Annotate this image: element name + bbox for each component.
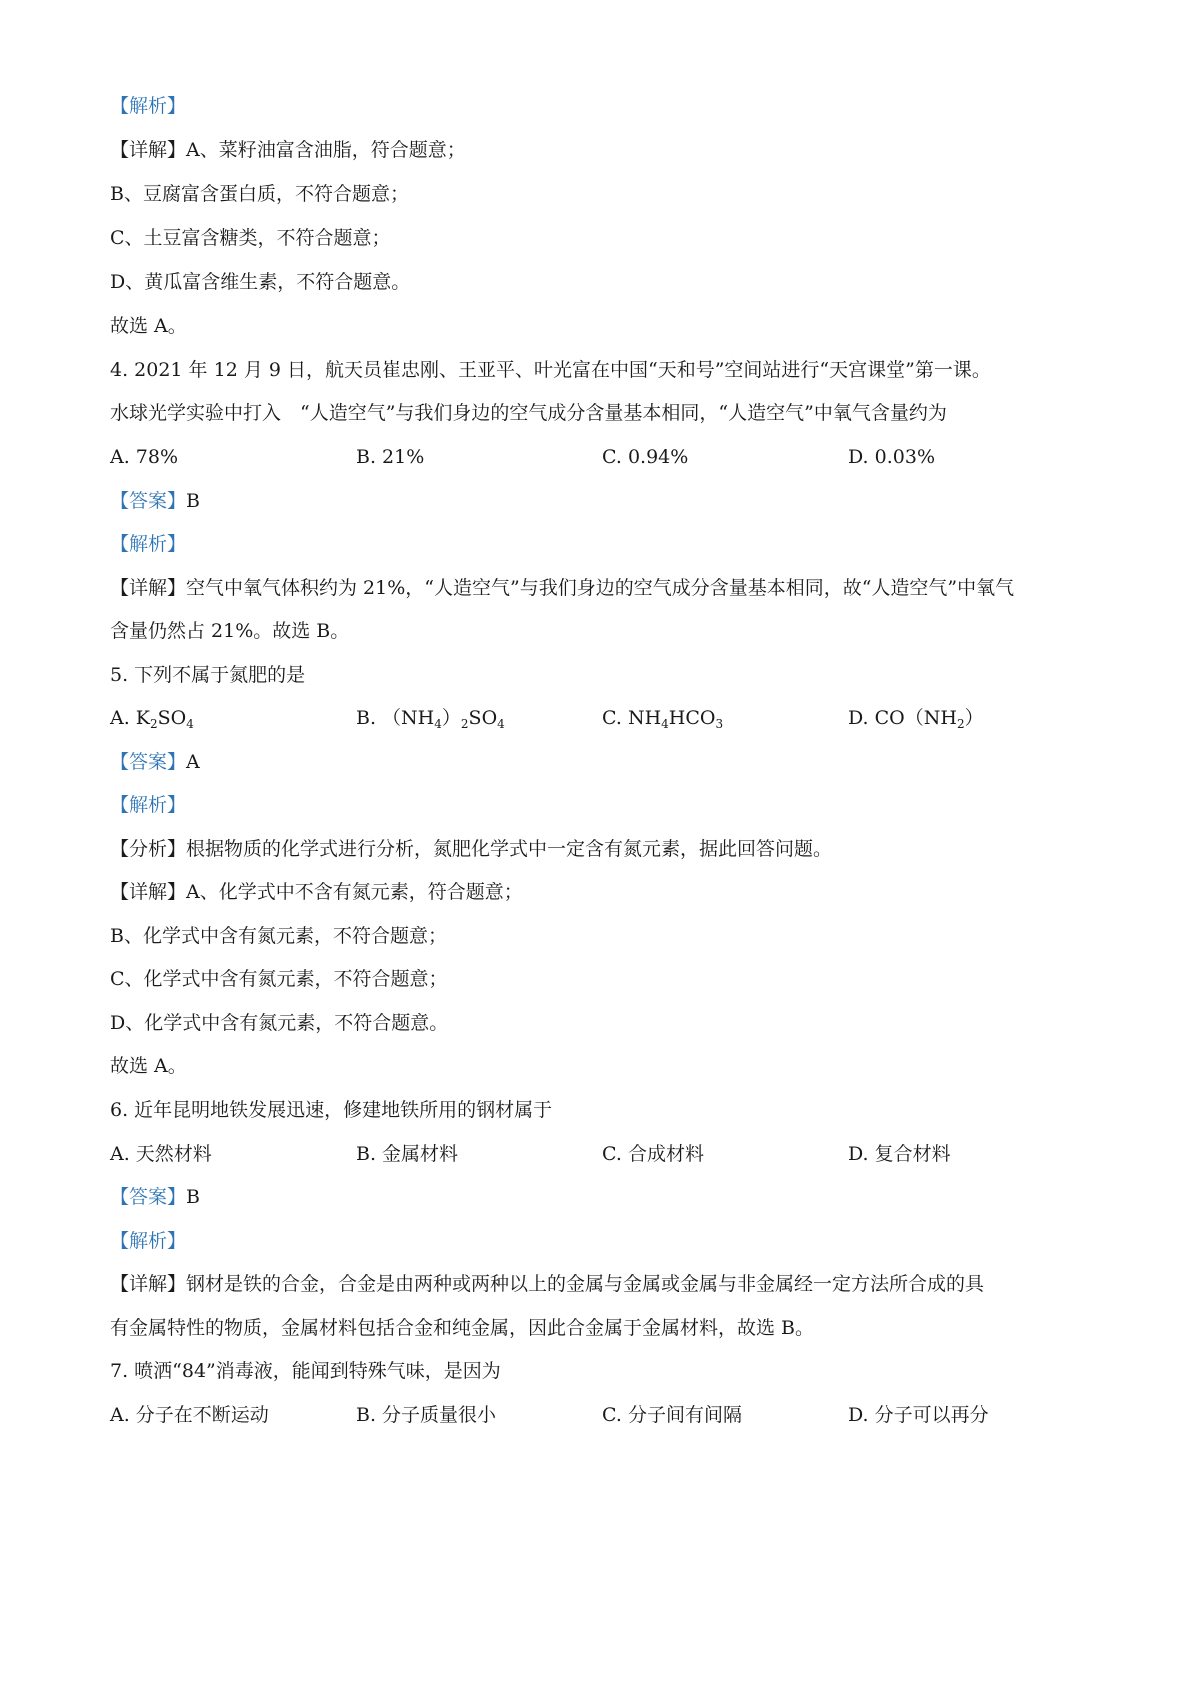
q6-detail-line2: 有金属特性的物质，金属材料包括合金和纯金属，因此合金属于金属材料，故选 B。 — [110, 1317, 815, 1339]
analysis-tag: 【解析】 — [110, 533, 187, 555]
q4-option-c: C. 0.94% — [602, 446, 689, 468]
detail-text: A、化学式中不含有氮元素，符合题意； — [186, 881, 523, 903]
answer-value: A — [186, 751, 200, 773]
q5-detail-a — [110, 880, 523, 904]
q4-detail-line1: 【详解】空气中氧气体积约为 21%，“人造空气”与我们身边的空气成分含量基本相同，故“人造空气”中氧气 — [110, 577, 1015, 599]
q4-answer — [110, 489, 200, 513]
q5-option-d: D. $CO(NH_2)$ — [848, 707, 984, 731]
q4-option-d: D. 0.03% — [848, 446, 935, 468]
q4-option-b: B. 21% — [356, 446, 425, 468]
q3-detail-b: B、豆腐富含蛋白质，不符合题意； — [110, 183, 409, 205]
q5-answer — [110, 750, 200, 774]
q4-analysis-heading — [110, 532, 186, 556]
q7-option-c: C. 分子间有间隔 — [602, 1404, 742, 1426]
q7-option-d: D. 分子可以再分 — [848, 1404, 989, 1426]
q6-option-c: C. 合成材料 — [602, 1143, 704, 1165]
answer-tag: 【答案】 — [110, 1186, 187, 1208]
answer-value: B — [186, 490, 200, 512]
analysis-tag: 【解析】 — [110, 794, 187, 816]
q5-conclusion: 故选 A。 — [110, 1055, 187, 1077]
q7-option-a: A. 分子在不断运动 — [110, 1404, 269, 1426]
detail-text: A、菜籽油富含油脂，符合题意； — [186, 139, 466, 161]
q6-option-b: B. 金属材料 — [356, 1143, 459, 1165]
q3-analysis-heading — [110, 94, 186, 118]
analysis-tag: 【解析】 — [110, 95, 187, 117]
q5-stem: 5. 下列不属于氮肥的是 — [110, 664, 306, 686]
q4-option-a: A. 78% — [110, 446, 179, 468]
q5-option-c: C. $NH_4HCO_3$ — [602, 707, 724, 731]
answer-value: B — [186, 1186, 200, 1208]
q5-detail-d: D、化学式中含有氮元素，不符合题意。 — [110, 1012, 449, 1034]
q3-detail-c: C、土豆富含糖类，不符合题意； — [110, 227, 391, 249]
answer-tag: 【答案】 — [110, 751, 187, 773]
detail-tag: 【详解】 — [110, 881, 187, 903]
q6-option-d: D. 复合材料 — [848, 1143, 951, 1165]
q5-detail-c: C、化学式中含有氮元素，不符合题意； — [110, 968, 448, 990]
q6-answer — [110, 1185, 200, 1209]
q3-detail-d: D、黄瓜富含维生素，不符合题意。 — [110, 271, 411, 293]
q4-stem-line1: 4. 2021 年 12 月 9 日，航天员崔忠刚、王亚平、叶光富在中国“天和号”空间站进行“天宫课堂”第一课。 — [110, 359, 991, 381]
detail-tag: 【详解】 — [110, 139, 187, 161]
q6-option-a: A. 天然材料 — [110, 1143, 212, 1165]
q6-stem: 6. 近年昆明地铁发展迅速，修建地铁所用的钢材属于 — [110, 1099, 553, 1121]
q4-stem-line2: 水球光学实验中打入 “人造空气”与我们身边的空气成分含量基本相同，“人造空气”中氧气含量约为 — [110, 402, 947, 424]
q4-detail-line2: 含量仍然占 21%。故选 B。 — [110, 620, 350, 642]
q5-detail-b: B、化学式中含有氮元素，不符合题意； — [110, 925, 447, 947]
q3-conclusion: 故选 A。 — [110, 315, 187, 337]
q6-analysis-heading — [110, 1229, 186, 1253]
q6-detail-line1: 【详解】钢材是铁的合金，合金是由两种或两种以上的金属与金属或金属与非金属经一定方法所合成的具 — [110, 1273, 985, 1295]
q7-option-b: B. 分子质量很小 — [356, 1404, 497, 1426]
q5-option-b: B. $(NH_4)_2SO_4$ — [356, 707, 505, 731]
q7-stem: 7. 喷洒“84”消毒液，能闻到特殊气味，是因为 — [110, 1360, 501, 1382]
answer-tag: 【答案】 — [110, 490, 187, 512]
analysis-tag: 【解析】 — [110, 1230, 187, 1252]
q5-analysis-detail: 【分析】根据物质的化学式进行分析，氮肥化学式中一定含有氮元素，据此回答问题。 — [110, 838, 833, 860]
q5-option-a: A. $K_2SO_4$ — [110, 707, 194, 731]
q5-analysis-heading — [110, 793, 186, 817]
q3-detail-a — [110, 138, 466, 162]
